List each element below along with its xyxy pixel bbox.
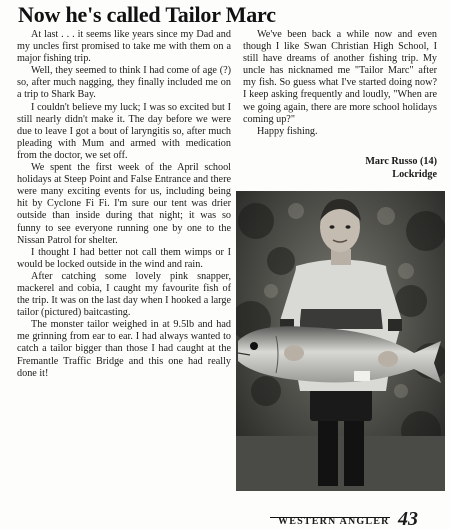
author-name: Marc Russo (14) — [365, 156, 437, 167]
page-number: 43 — [398, 508, 418, 530]
right-column — [243, 29, 437, 138]
paragraph: I couldn't believe my luck; I was so excited but I still nearly didn't make it. The day before we were due to leave I got a bout of laryngitis so, after much pleading with Mum and armed with medication from the doctor, we set off. — [17, 101, 231, 161]
left-column — [17, 29, 231, 380]
paragraph: We've been back a while now and even though I like Swan Christian High School, I still have dreams of another fishing trip. My uncle has nicknamed me "Tailor Marc" after my fish. So guess what I've started doing now? I keep asking frequently and loudly, "When are we going again, there are more school holidays coming up?" — [243, 29, 437, 125]
magazine-name: WESTERN ANGLER — [278, 516, 390, 527]
paragraph: The monster tailor weighed in at 9.5lb and had me grinning from ear to ear. I had always wanted to catch a tailor bigger than those I had caught at the Fremantle Traffic Bridge and this one had really done it! — [17, 319, 231, 379]
author-byline — [243, 155, 437, 181]
photo-boy-with-fish — [236, 191, 445, 491]
paragraph: We spent the first week of the April school holidays at Steep Point and False Entrance and there were many exciting events for us, including being hit by Cyclone Fi Fi. I'm sure our tent was drier outside than inside during that night; it was so funny to see everyone running one by one to the Nissan Patrol for shelter. — [17, 162, 231, 246]
paragraph: I thought I had better not call them wimps or I would be locked outside in the wind and rain. — [17, 246, 231, 270]
paragraph: Happy fishing. — [257, 125, 318, 137]
paragraph: Well, they seemed to think I had come of age (?) so, after much nagging, they finally included me on a trip to Shark Bay. — [17, 65, 231, 101]
article-photo — [236, 191, 445, 491]
paragraph: At last . . . it seems like years since my Dad and my uncles first promised to take me with them on a major fishing trip. — [17, 29, 231, 65]
author-location: Lockridge — [392, 169, 437, 180]
paragraph: After catching some lovely pink snapper, mackerel and cobia, I caught my favourite fish of the trip. It was on the last day when I hooked a large tailor (pictured) baitcasting. — [17, 270, 231, 319]
article-headline: Now he's called Tailor Marc — [18, 2, 276, 27]
